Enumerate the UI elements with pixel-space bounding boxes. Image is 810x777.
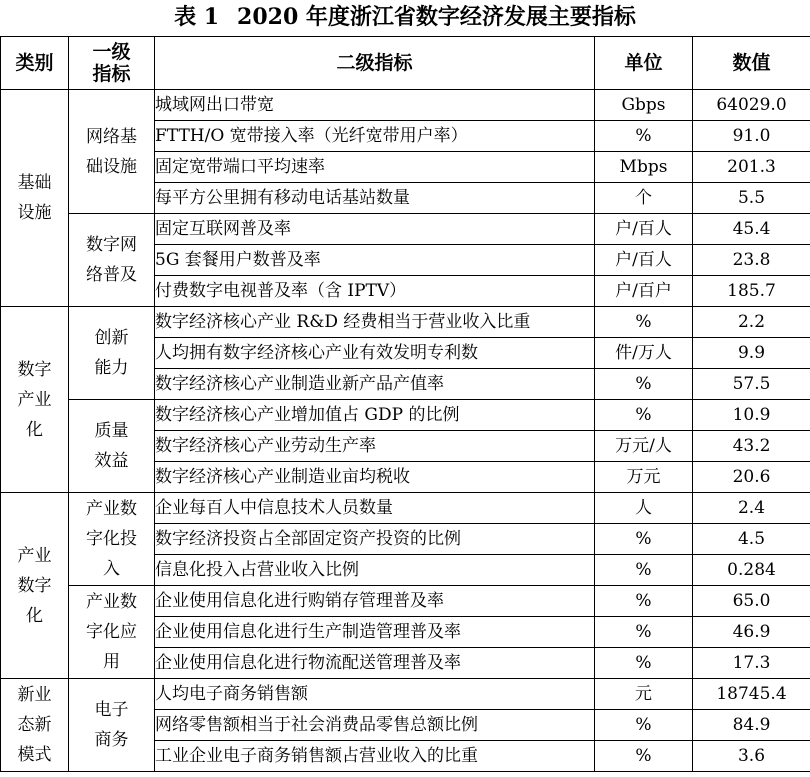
header-value: 数值	[693, 37, 810, 90]
unit-cell: 个	[595, 183, 693, 214]
unit-cell: 户/百户	[595, 276, 693, 307]
value-cell: 3.6	[693, 741, 810, 772]
value-cell: 5.5	[693, 183, 810, 214]
unit-cell: %	[595, 369, 693, 400]
indicator-cell: 企业使用信息化进行物流配送管理普及率	[155, 648, 595, 679]
header-level1: 一级 指标	[69, 37, 155, 90]
value-cell: 23.8	[693, 245, 810, 276]
value-cell: 45.4	[693, 214, 810, 245]
indicator-cell: 数字经济核心产业增加值占 GDP 的比例	[155, 400, 595, 431]
table-row	[1, 493, 810, 524]
value-cell: 2.4	[693, 493, 810, 524]
unit-cell: 元	[595, 679, 693, 710]
level1-cell	[69, 679, 155, 772]
value-cell: 64029.0	[693, 90, 810, 121]
indicator-table	[0, 36, 810, 772]
table-number: 表 1	[174, 4, 220, 30]
value-cell: 9.9	[693, 338, 810, 369]
indicator-cell: 工业企业电子商务销售额占营业收入的比重	[155, 741, 595, 772]
indicator-cell: 人均拥有数字经济核心产业有效发明专利数	[155, 338, 595, 369]
indicator-cell: 企业使用信息化进行生产制造管理普及率	[155, 617, 595, 648]
indicator-cell: 数字经济核心产业劳动生产率	[155, 431, 595, 462]
unit-cell: %	[595, 617, 693, 648]
unit-cell: %	[595, 586, 693, 617]
unit-cell: %	[595, 555, 693, 586]
category-label: 新业 态新 模式	[17, 685, 52, 765]
unit-cell: %	[595, 648, 693, 679]
value-cell: 17.3	[693, 648, 810, 679]
unit-cell: Mbps	[595, 152, 693, 183]
value-cell: 65.0	[693, 586, 810, 617]
table-row	[1, 679, 810, 710]
unit-cell: 户/百人	[595, 214, 693, 245]
indicator-cell: 数字经济核心产业 R&D 经费相当于营业收入比重	[155, 307, 595, 338]
category-cell	[1, 679, 69, 772]
indicator-cell: 信息化投入占营业收入比例	[155, 555, 595, 586]
indicator-cell: 城域网出口带宽	[155, 90, 595, 121]
unit-cell: %	[595, 307, 693, 338]
indicator-cell: 固定互联网普及率	[155, 214, 595, 245]
indicator-cell: 数字经济投资占全部固定资产投资的比例	[155, 524, 595, 555]
level1-label: 创新 能力	[94, 328, 129, 378]
table-title	[0, 2, 810, 32]
unit-cell: 万元/人	[595, 431, 693, 462]
level1-label: 产业数 字化投 入	[86, 499, 137, 579]
unit-cell: %	[595, 710, 693, 741]
header-level2: 二级指标	[155, 37, 595, 90]
header-category: 类别	[1, 37, 69, 90]
value-cell: 20.6	[693, 462, 810, 493]
level1-cell	[69, 400, 155, 493]
table-row	[1, 307, 810, 338]
level1-label: 数字网 络普及	[86, 235, 137, 285]
value-cell: 57.5	[693, 369, 810, 400]
category-cell	[1, 90, 69, 307]
value-cell: 10.9	[693, 400, 810, 431]
indicator-cell: FTTH/O 宽带接入率（光纤宽带用户率）	[155, 121, 595, 152]
level1-label: 网络基 础设施	[86, 126, 137, 177]
table-row	[1, 90, 810, 121]
category-label: 基础 设施	[17, 173, 52, 223]
table-row	[1, 214, 810, 245]
header-unit: 单位	[595, 37, 693, 90]
level1-cell	[69, 586, 155, 679]
indicator-cell: 固定宽带端口平均速率	[155, 152, 595, 183]
value-cell: 43.2	[693, 431, 810, 462]
indicator-cell: 每平方公里拥有移动电话基站数量	[155, 183, 595, 214]
header-row	[1, 37, 810, 90]
value-cell: 91.0	[693, 121, 810, 152]
unit-cell: %	[595, 121, 693, 152]
value-cell: 0.284	[693, 555, 810, 586]
indicator-cell: 数字经济核心产业制造业亩均税收	[155, 462, 595, 493]
unit-cell: %	[595, 741, 693, 772]
indicator-cell: 数字经济核心产业制造业新产品产值率	[155, 369, 595, 400]
unit-cell: Gbps	[595, 90, 693, 121]
value-cell: 4.5	[693, 524, 810, 555]
level1-label: 质量 效益	[94, 421, 129, 471]
category-label: 产业 数字 化	[17, 545, 52, 626]
indicator-cell: 人均电子商务销售额	[155, 679, 595, 710]
level1-cell	[69, 307, 155, 400]
unit-cell: 户/百人	[595, 245, 693, 276]
value-cell: 46.9	[693, 617, 810, 648]
category-cell	[1, 493, 69, 679]
unit-cell: 人	[595, 493, 693, 524]
unit-cell: %	[595, 524, 693, 555]
value-cell: 201.3	[693, 152, 810, 183]
table-row	[1, 400, 810, 431]
indicator-cell: 企业使用信息化进行购销存管理普及率	[155, 586, 595, 617]
value-cell: 2.2	[693, 307, 810, 338]
unit-cell: 万元	[595, 462, 693, 493]
unit-cell: %	[595, 400, 693, 431]
level1-label: 产业数 字化应 用	[86, 592, 137, 672]
category-label: 数字 产业 化	[17, 359, 52, 440]
level1-cell	[69, 214, 155, 307]
level1-cell	[69, 90, 155, 214]
indicator-cell: 付费数字电视普及率（含 IPTV）	[155, 276, 595, 307]
table-body	[1, 90, 810, 772]
category-cell	[1, 307, 69, 493]
value-cell: 18745.4	[693, 679, 810, 710]
table-row	[1, 586, 810, 617]
level1-cell	[69, 493, 155, 586]
indicator-cell: 企业每百人中信息技术人员数量	[155, 493, 595, 524]
value-cell: 185.7	[693, 276, 810, 307]
unit-cell: 件/万人	[595, 338, 693, 369]
table-title-text: 2020 年度浙江省数字经济发展主要指标	[237, 4, 636, 30]
value-cell: 84.9	[693, 710, 810, 741]
level1-label: 电子 商务	[94, 700, 129, 750]
indicator-cell: 5G 套餐用户数普及率	[155, 245, 595, 276]
indicator-cell: 网络零售额相当于社会消费品零售总额比例	[155, 710, 595, 741]
